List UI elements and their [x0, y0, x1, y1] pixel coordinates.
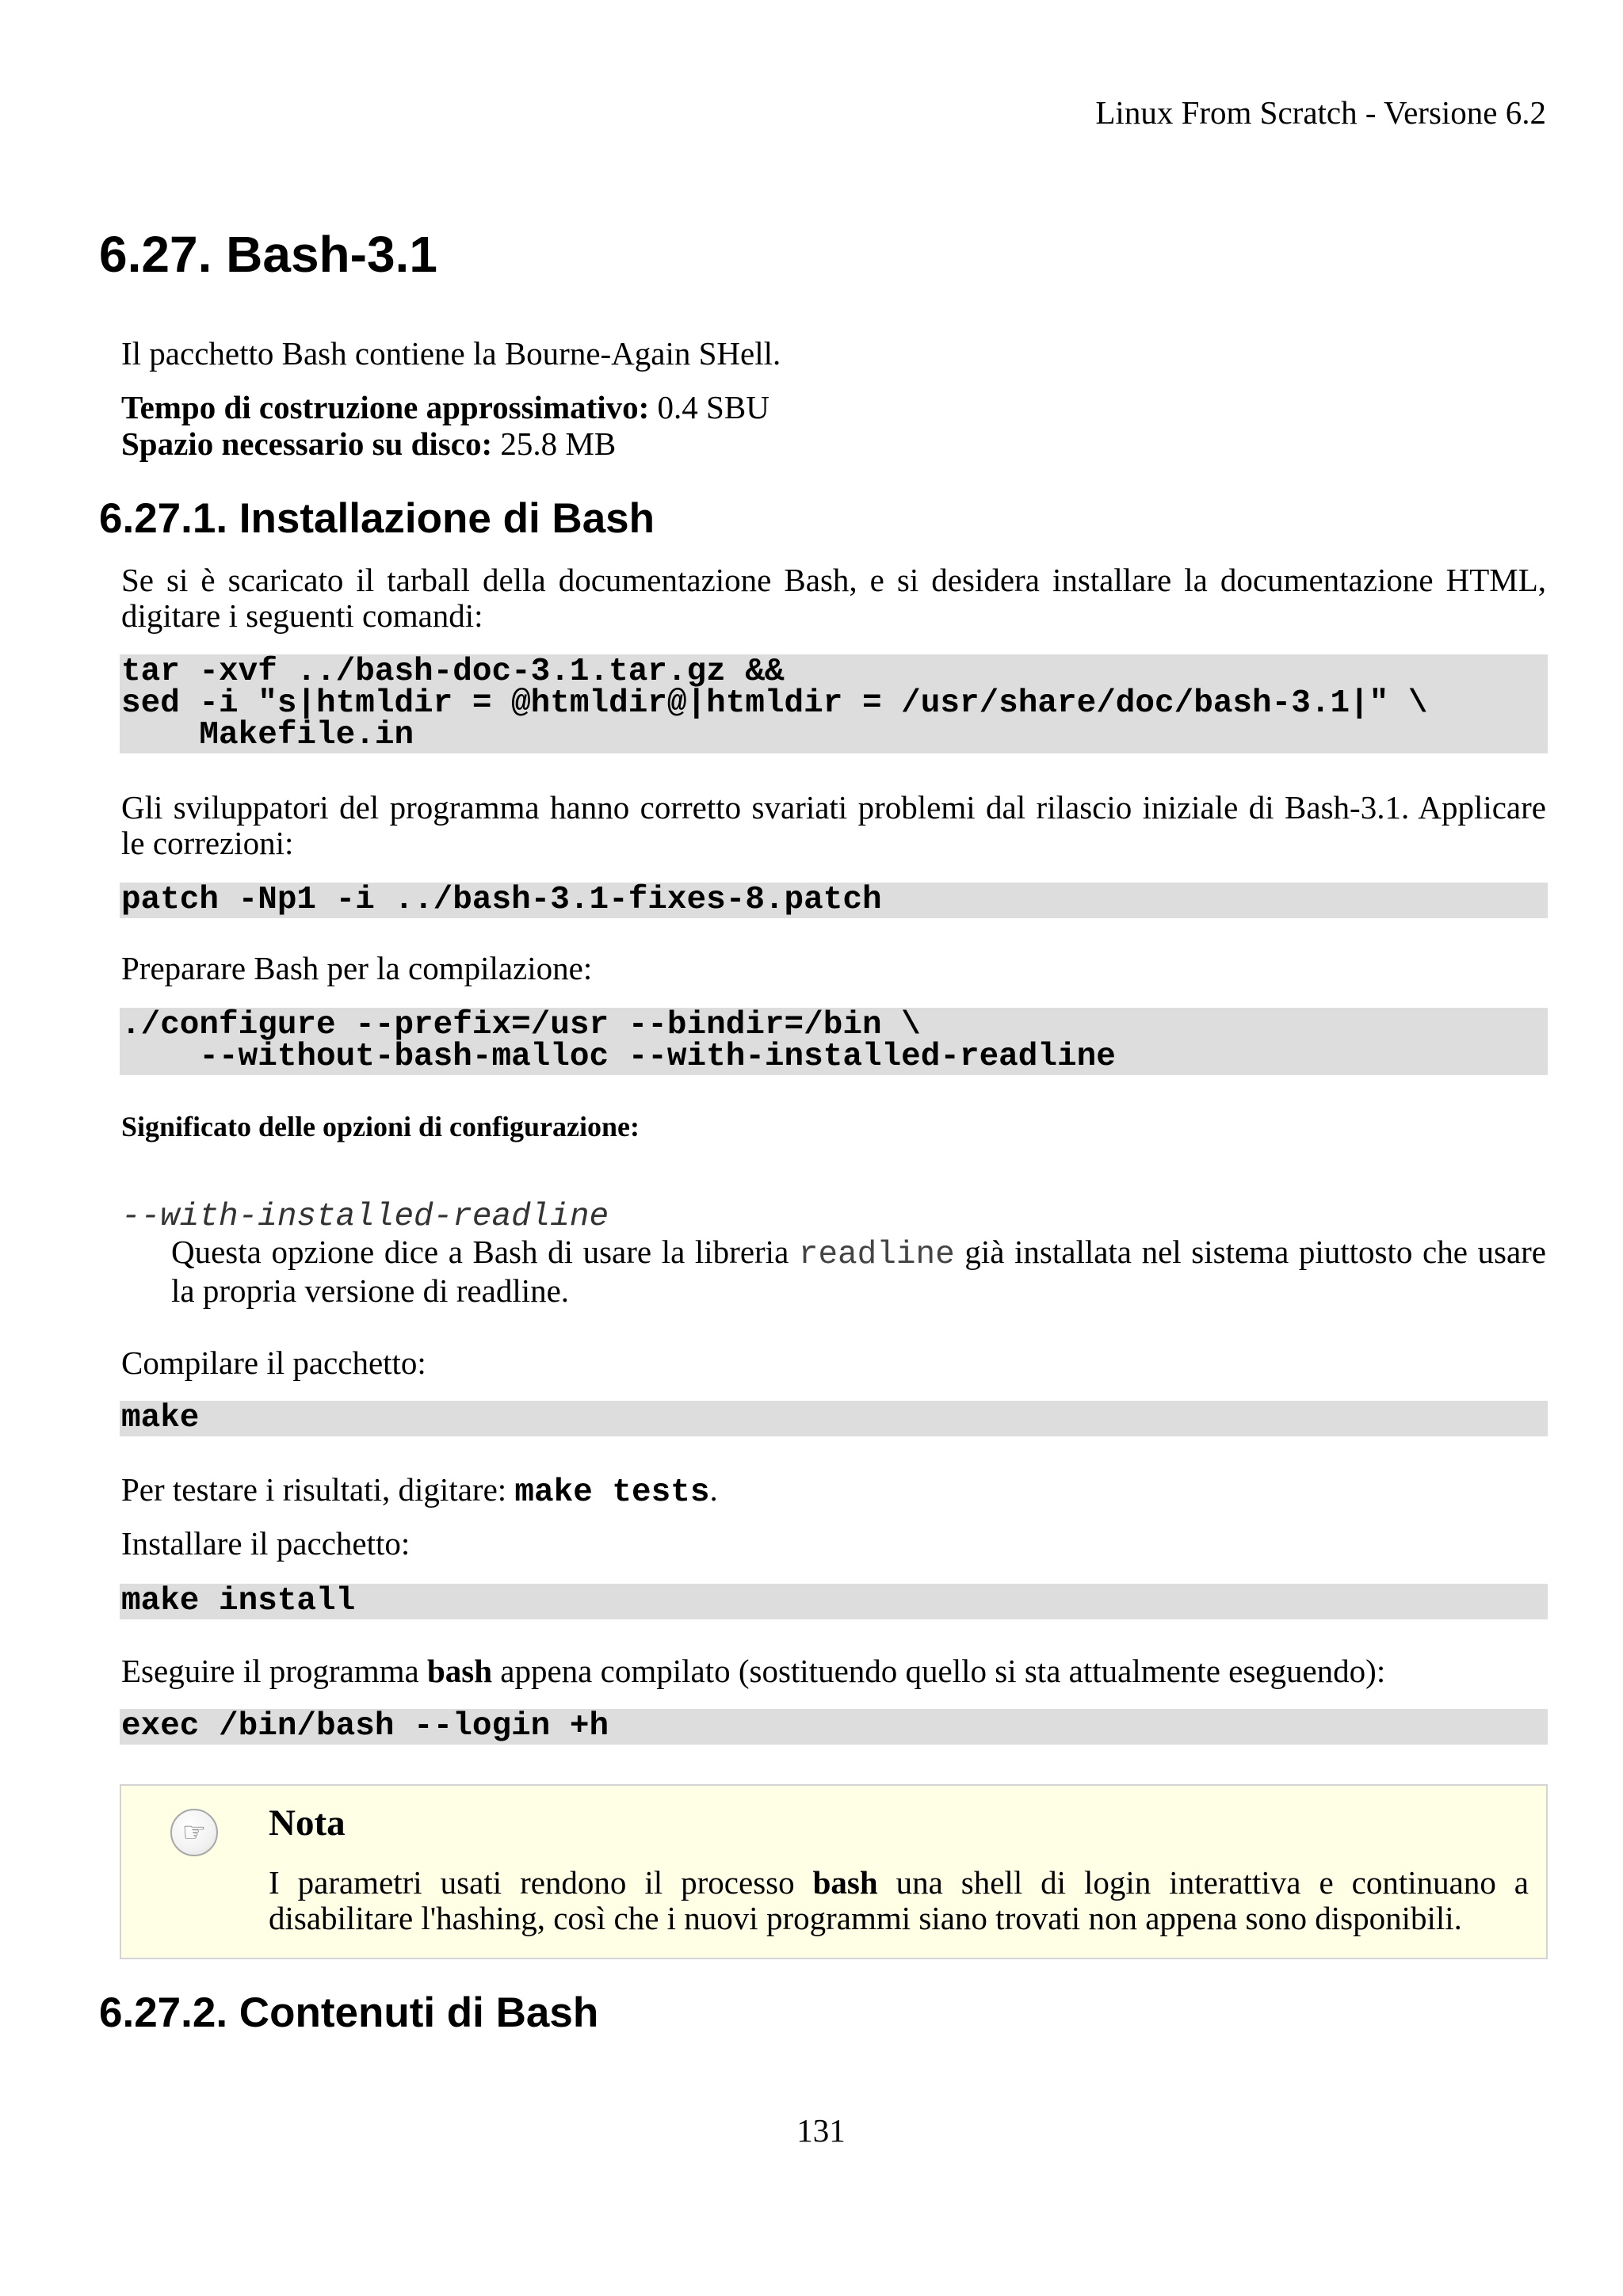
test-end: . [709, 1471, 718, 1508]
note-text [269, 1865, 1529, 1936]
section-title: 6.27. Bash-3.1 [99, 226, 437, 283]
command-line: make install [121, 1583, 356, 1619]
options-heading: Significato delle opzioni di configurazione: [121, 1111, 640, 1142]
doc-intro-paragraph [121, 563, 1546, 634]
note-line [269, 1865, 1529, 1901]
fixes-intro-line: Gli sviluppatori del programma hanno corretto svariati problemi dal rilascio iniziale di Bash-3.1. Applicare [121, 789, 1546, 826]
exec-command-block [120, 1709, 1548, 1745]
option-description-text: Questa opzione dice a Bash di usare la libreria [171, 1234, 799, 1270]
disk-space-label: Spazio necessario su disco: [121, 425, 493, 462]
readline-literal: readline [798, 1237, 955, 1273]
test-command: make tests [514, 1474, 710, 1511]
option-description [171, 1234, 1546, 1309]
installation-heading: 6.27.1. Installazione di Bash [99, 495, 655, 542]
compile-intro: Compilare il pacchetto: [121, 1344, 426, 1381]
note-text-part: una shell di login interattiva e continuano a [877, 1864, 1529, 1901]
fixes-intro-line: le correzioni: [121, 825, 294, 861]
disk-space-value: 25.8 MB [500, 425, 617, 462]
doc-intro-line: digitare i seguenti comandi: [121, 597, 483, 634]
configure-intro: Preparare Bash per la compilazione: [121, 950, 593, 986]
note-line: disabilitare l'hashing, così che i nuovi programmi siano trovati non appena sono disponibili. [269, 1900, 1462, 1936]
build-time-value: 0.4 SBU [657, 389, 769, 425]
note-title: Nota [269, 1802, 346, 1844]
package-description: Il pacchetto Bash contiene la Bourne-Again SHell. [121, 335, 781, 372]
disk-space-row [121, 426, 1546, 462]
compile-command-block [120, 1401, 1548, 1436]
program-name: bash [426, 1653, 493, 1689]
doc-commands-block [120, 654, 1548, 753]
command-line: make [121, 1400, 200, 1436]
running-header: Linux From Scratch - Versione 6.2 [1095, 94, 1546, 131]
option-term: --with-installed-readline [121, 1199, 609, 1235]
install-command-block [120, 1584, 1548, 1619]
option-description-line [171, 1234, 1546, 1273]
option-description-text: già installata nel sistema piuttosto che usare [954, 1234, 1546, 1270]
fixes-command-block [120, 883, 1548, 918]
test-intro: Per testare i risultati, digitare: [121, 1471, 515, 1508]
exec-intro [121, 1653, 1546, 1689]
build-time-row [121, 390, 1546, 425]
exec-intro-text: appena compilato (sostituendo quello si sta attualmente eseguendo): [492, 1653, 1386, 1689]
program-name: bash [812, 1864, 878, 1901]
command-line: --without-bash-malloc --with-installed-readline [121, 1039, 1116, 1075]
doc-intro-line: Se si è scaricato il tarball della documentazione Bash, e si desidera installare la documentazione HTML, [121, 562, 1546, 598]
command-line: exec /bin/bash --login +h [121, 1708, 609, 1745]
install-intro: Installare il pacchetto: [121, 1525, 411, 1562]
contents-heading: 6.27.2. Contenuti di Bash [99, 1989, 599, 2036]
configure-commands-block [120, 1008, 1548, 1075]
test-paragraph [121, 1472, 1546, 1511]
command-line: Makefile.in [121, 717, 414, 753]
exec-intro-text: Eseguire il programma [121, 1653, 427, 1689]
note-text-part: I parametri usati rendono il processo [269, 1864, 813, 1901]
fixes-intro-paragraph [121, 790, 1546, 861]
page-number: 131 [796, 2112, 846, 2149]
build-time-label: Tempo di costruzione approssimativo: [121, 389, 650, 425]
command-line: ./configure --prefix=/usr --bindir=/bin \ [121, 1007, 921, 1043]
option-description-line: la propria versione di readline. [171, 1272, 570, 1309]
note-box [120, 1784, 1548, 1959]
command-line: patch -Np1 -i ../bash-3.1-fixes-8.patch [121, 882, 882, 918]
command-line: sed -i "s|htmldir = @htmldir@|htmldir = /usr/share/doc/bash-3.1|" \ [121, 685, 1428, 722]
command-line: tar -xvf ../bash-doc-3.1.tar.gz && [121, 654, 785, 690]
pointing-hand-icon: ☞ [170, 1809, 218, 1856]
